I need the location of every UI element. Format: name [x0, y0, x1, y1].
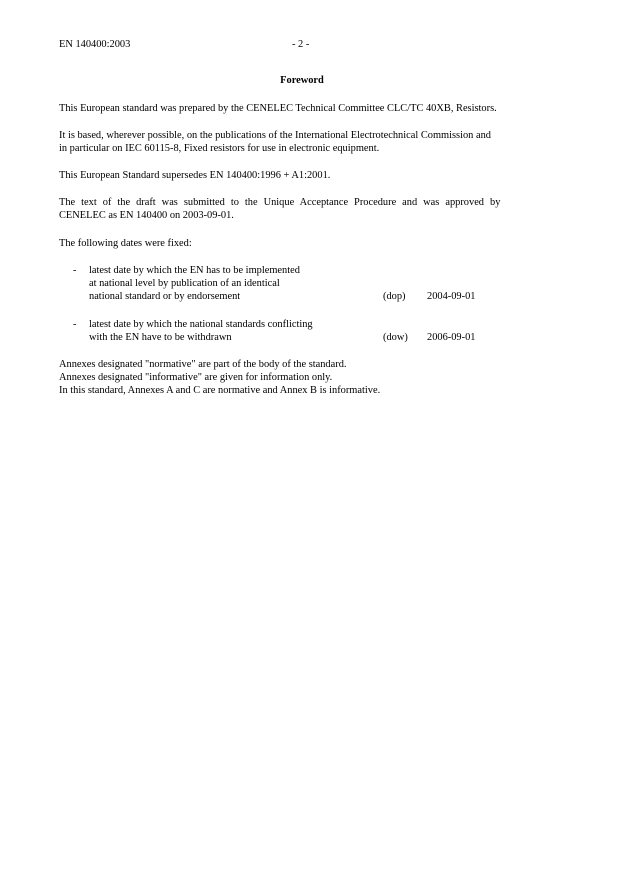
date-item-line: with the EN have to be withdrawn	[89, 332, 232, 343]
date-item-description	[89, 318, 379, 344]
date-value-dop: 2004-09-01	[427, 291, 476, 302]
paragraph-dates-intro: The following dates were fixed:	[59, 238, 192, 249]
paragraph-based-on-line-2: in particular on IEC 60115-8, Fixed resistors for use in electronic equipment.	[59, 143, 380, 154]
date-item-line: latest date by which the EN has to be implemented	[89, 265, 300, 276]
annexes-line-designation: In this standard, Annexes A and C are normative and Annex B is informative.	[59, 385, 381, 396]
date-value-dow: 2006-09-01	[427, 332, 476, 343]
list-dash: -	[73, 319, 77, 330]
header-page-number: - 2 -	[292, 39, 310, 50]
paragraph-based-on	[59, 129, 546, 155]
date-item-description	[89, 264, 379, 303]
paragraph-annexes	[59, 358, 546, 397]
annexes-line-informative: Annexes designated "informative" are given for information only.	[59, 372, 333, 383]
paragraph-draft-approval-line-1: The text of the draft was submitted to the Unique Acceptance Procedure and was approved by	[59, 197, 501, 208]
date-item-line: national standard or by endorsement	[89, 291, 241, 302]
section-title: Foreword	[280, 75, 324, 86]
date-item-line: at national level by publication of an identical	[89, 278, 280, 289]
annexes-line-normative: Annexes designated "normative" are part of the body of the standard.	[59, 359, 347, 370]
paragraph-prepared-by: This European standard was prepared by the CENELEC Technical Committee CLC/TC 40XB, Resistors.	[59, 103, 497, 114]
date-abbreviation-dop: (dop)	[383, 291, 406, 302]
list-dash: -	[73, 265, 77, 276]
header-document-id: EN 140400:2003	[59, 39, 131, 50]
paragraph-based-on-line-1: It is based, wherever possible, on the publications of the International Electrotechnical Commission and	[59, 130, 491, 141]
paragraph-draft-approval-line-2: CENELEC as EN 140400 on 2003-09-01.	[59, 210, 234, 221]
paragraph-draft-approval	[59, 196, 546, 222]
date-item-line: latest date by which the national standards conflicting	[89, 319, 313, 330]
date-abbreviation-dow: (dow)	[383, 332, 408, 343]
paragraph-supersedes: This European Standard supersedes EN 140400:1996 + A1:2001.	[59, 170, 331, 181]
